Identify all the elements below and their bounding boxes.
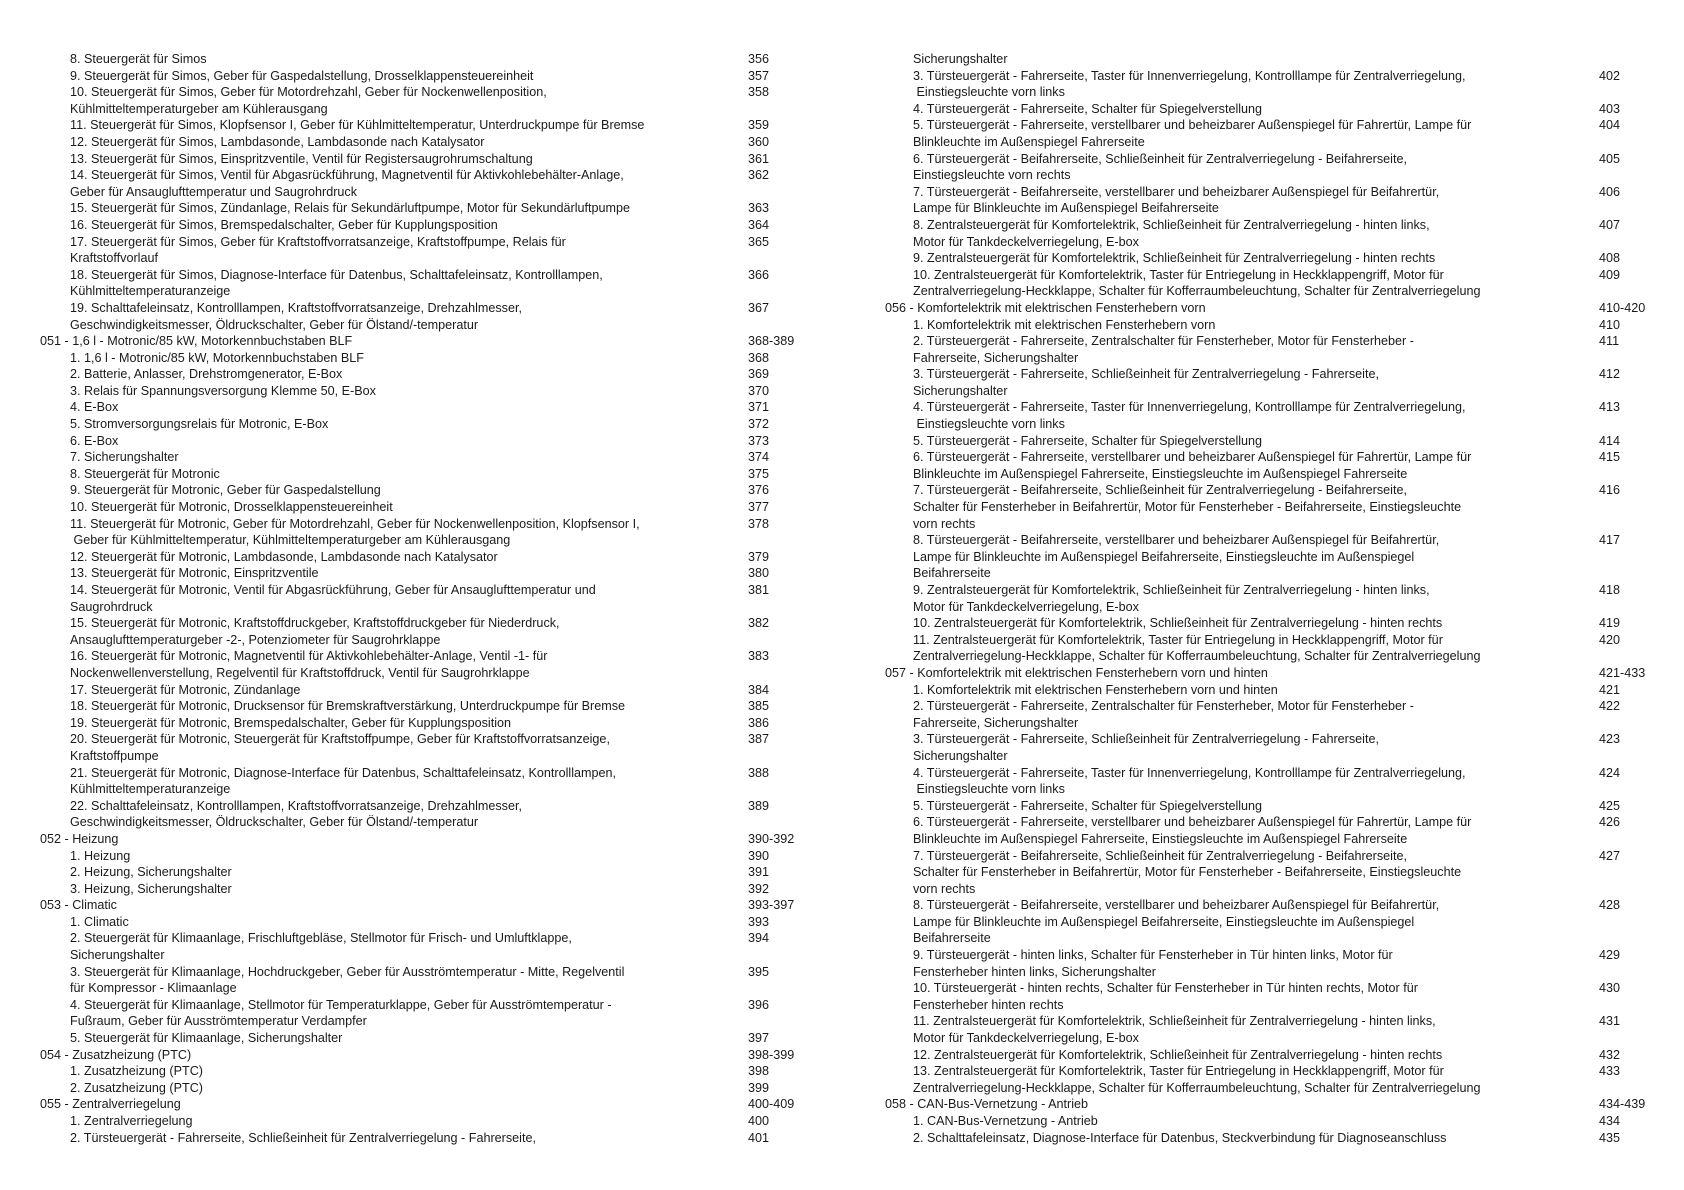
toc-entry xyxy=(880,532,1660,582)
toc-entry-title: 5. Türsteuergerät - Fahrerseite, Schalter für Spiegelverstellung xyxy=(913,798,1263,813)
toc-entry-title: 9. Zentralsteuergerät für Komfortelektrik, Schließeinheit für Zentralverriegelung - hinten rechts xyxy=(913,251,1436,266)
toc-entry-title: 9. Türsteuergerät - hinten links, Schalter für Fensterheber in Tür hinten links, Motor für Fensterheber hinten links, Sicherungshalter xyxy=(913,948,1393,979)
toc-entry xyxy=(880,1013,1660,1046)
toc-entry xyxy=(880,848,1660,898)
toc-entry xyxy=(880,582,1660,615)
toc-page-number: 358 xyxy=(748,85,770,100)
toc-page-number: 403 xyxy=(1599,101,1621,116)
toc-entry xyxy=(40,881,830,898)
toc-entry xyxy=(880,814,1660,847)
toc-entry xyxy=(40,648,830,681)
toc-entry xyxy=(880,184,1660,217)
toc-entry xyxy=(880,980,1660,1013)
toc-entry xyxy=(880,765,1660,798)
toc-page-number: 431 xyxy=(1599,1014,1621,1029)
toc-page-number: 387 xyxy=(748,732,770,747)
toc-page-number: 400 xyxy=(748,1114,770,1128)
toc-entry xyxy=(40,682,830,699)
toc-page-number: 370 xyxy=(748,383,770,398)
toc-page-number: 392 xyxy=(748,881,770,896)
toc-entry xyxy=(40,350,830,367)
toc-page-number: 413 xyxy=(1599,400,1621,415)
toc-entry-title: 6. Türsteuergerät - Fahrerseite, verstellbarer und beheizbarer Außenspiegel für Fahrertür, Lampe für Blinkleuchte im Außenspiegel Fahrerseite, Einstiegsleuchte im Außenspiegel Fahrerseite xyxy=(913,815,1472,846)
toc-page-number: 359 xyxy=(748,118,770,133)
toc-entry xyxy=(40,482,830,499)
toc-entry-title: 14. Steuergerät für Motronic, Ventil für Abgasrückführung, Geber für Ansauglufttemperatur und Saugrohrdruck xyxy=(70,583,596,614)
toc-entry xyxy=(40,565,830,582)
toc-entry-title: 051 - 1,6 l - Motronic/85 kW, Motorkennbuchstaben BLF xyxy=(40,334,353,349)
toc-entry xyxy=(40,200,830,217)
toc-entry-title: 13. Zentralsteuergerät für Komfortelektrik, Taster für Entriegelung in Heckklappengriff, Motor für Zentralverriegelung-Heckklappe, Schalter für Kofferraumbeleuchtung, Schalter für Zentralverriegelung xyxy=(913,1064,1481,1095)
toc-entry xyxy=(40,848,830,865)
toc-page-number: 379 xyxy=(748,549,770,564)
toc-entry-title: 9. Zentralsteuergerät für Komfortelektrik, Schließeinheit für Zentralverriegelung - hinten links, Motor für Tankdeckelverriegelung, E-box xyxy=(913,583,1430,614)
toc-entry xyxy=(40,399,830,416)
toc-entry xyxy=(40,366,830,383)
toc-entry xyxy=(40,930,830,963)
toc-entry xyxy=(880,267,1660,300)
toc-page-number: 399 xyxy=(748,1080,770,1095)
toc-entry-title: 12. Steuergerät für Simos, Lambdasonde, Lambdasonde nach Katalysator xyxy=(70,134,485,149)
toc-entry-title: 15. Steuergerät für Motronic, Kraftstoffdruckgeber, Kraftstoffdruckgeber für Niederdruck, Ansauglufttemperaturgeber -2-, Potenziometer für Saugrohrklappe xyxy=(70,616,560,647)
toc-entry-title: 18. Steuergerät für Motronic, Drucksensor für Bremskraftverstärkung, Unterdruckpumpe für Bremse xyxy=(70,699,626,714)
toc-entry-title: 2. Türsteuergerät - Fahrerseite, Zentralschalter für Fensterheber, Motor für Fensterheber - Fahrerseite, Sicherungshalter xyxy=(913,699,1414,730)
toc-page-number: 391 xyxy=(748,865,770,880)
toc-entry-title: 053 - Climatic xyxy=(40,898,117,913)
toc-entry-title: 1. Climatic xyxy=(70,914,129,929)
toc-page-number: 356 xyxy=(748,52,770,66)
toc-entry xyxy=(880,250,1660,267)
toc-entry-title: 11. Zentralsteuergerät für Komfortelektrik, Schließeinheit für Zentralverriegelung - hinten links, Motor für Tankdeckelverriegelung, E-box xyxy=(913,1014,1436,1046)
toc-entry xyxy=(40,466,830,483)
toc-entry xyxy=(880,117,1660,150)
toc-entry xyxy=(880,433,1660,450)
toc-entry xyxy=(880,101,1660,118)
toc-entry-title: 4. Türsteuergerät - Fahrerseite, Taster für Innenverriegelung, Kontrolllampe für Zentralverriegelung, Einstiegsleuchte vorn links xyxy=(913,765,1466,797)
toc-entry xyxy=(40,1030,830,1047)
toc-entry-title: 11. Steuergerät für Simos, Klopfsensor I, Geber für Kühlmitteltemperatur, Unterdruckpumpe für Bremse xyxy=(70,118,645,133)
toc-entry xyxy=(40,698,830,715)
toc-entry xyxy=(40,615,830,648)
toc-page-number: 394 xyxy=(748,931,770,946)
toc-page-number: 390-392 xyxy=(748,831,795,846)
toc-entry xyxy=(40,416,830,433)
toc-entry xyxy=(40,798,830,831)
toc-page-number: 407 xyxy=(1599,217,1621,232)
toc-entry-title: 8. Steuergerät für Motronic xyxy=(70,466,220,481)
toc-entry-title: 7. Türsteuergerät - Beifahrerseite, Schließeinheit für Zentralverriegelung - Beifahrerseite, Schalter für Fensterheber in Beifahrertür, Motor für Fensterheber - Beifahrerseite, Einstiegsleuchte vorn rechts xyxy=(913,848,1462,896)
toc-column-left xyxy=(40,51,830,1146)
toc-page-number: 435 xyxy=(1599,1130,1621,1145)
toc-section-heading xyxy=(40,831,830,848)
toc-entry-title: 16. Steuergerät für Simos, Bremspedalschalter, Geber für Kupplungsposition xyxy=(70,217,498,232)
toc-entry-title: 12. Zentralsteuergerät für Komfortelektrik, Schließeinheit für Zentralverriegelung - hinten rechts xyxy=(913,1047,1443,1062)
toc-entry xyxy=(40,731,830,764)
toc-entry-title: 8. Türsteuergerät - Beifahrerseite, verstellbarer und beheizbarer Außenspiegel für Beifahrertür, Lampe für Blinkleuchte im Außenspiegel Beifahrerseite, Einstiegsleuchte im Außenspiegel Beifahrerseite xyxy=(913,533,1440,581)
toc-entry xyxy=(40,134,830,151)
toc-entry xyxy=(40,449,830,466)
toc-entry xyxy=(880,731,1660,764)
toc-entry xyxy=(40,433,830,450)
toc-entry-title: 4. Türsteuergerät - Fahrerseite, Schalter für Spiegelverstellung xyxy=(913,101,1263,116)
toc-entry xyxy=(880,333,1660,366)
toc-section-heading xyxy=(40,897,830,914)
toc-page-number: 373 xyxy=(748,433,770,448)
toc-entry xyxy=(40,582,830,615)
toc-page-number: 427 xyxy=(1599,848,1621,863)
toc-entry xyxy=(40,267,830,300)
toc-page-number: 368 xyxy=(748,350,770,365)
toc-entry xyxy=(880,151,1660,184)
toc-page-number: 357 xyxy=(748,68,770,83)
toc-page-number: 397 xyxy=(748,1031,770,1046)
toc-entry xyxy=(40,765,830,798)
toc-entry-title: 8. Steuergerät für Simos xyxy=(70,52,207,66)
toc-entry-title: 3. Türsteuergerät - Fahrerseite, Schließeinheit für Zentralverriegelung - Fahrerseite, Sicherungshalter xyxy=(913,367,1379,398)
toc-page-number: 410-420 xyxy=(1599,300,1646,315)
toc-entry xyxy=(880,632,1660,665)
toc-entry-title: 3. Heizung, Sicherungshalter xyxy=(70,881,232,896)
toc-entry-title: 058 - CAN-Bus-Vernetzung - Antrieb xyxy=(885,1097,1088,1112)
toc-page-number: 390 xyxy=(748,848,770,863)
toc-entry-title: 13. Steuergerät für Motronic, Einspritzventile xyxy=(70,566,319,581)
toc-entry-title: 10. Steuergerät für Motronic, Drosselklappensteuereinheit xyxy=(70,500,393,515)
toc-entry-title: 4. Türsteuergerät - Fahrerseite, Taster für Innenverriegelung, Kontrolllampe für Zentralverriegelung, Einstiegsleuchte vorn links xyxy=(913,400,1466,432)
toc-page-number: 395 xyxy=(748,964,770,979)
toc-entry-title: 2. Heizung, Sicherungshalter xyxy=(70,865,232,880)
toc-page-number: 398 xyxy=(748,1064,770,1079)
toc-entry-title: 8. Türsteuergerät - Beifahrerseite, verstellbarer und beheizbarer Außenspiegel für Beifahrertür, Lampe für Blinkleuchte im Außenspiegel Beifahrerseite, Einstiegsleuchte im Außenspiegel Beifahrerseite xyxy=(913,898,1440,946)
toc-page-number: 393-397 xyxy=(748,898,795,913)
toc-page-number: 360 xyxy=(748,134,770,149)
toc-entry xyxy=(40,715,830,732)
toc-section-heading xyxy=(40,1096,830,1113)
toc-entry xyxy=(40,234,830,267)
toc-page-number: 363 xyxy=(748,201,770,216)
toc-page-number: 405 xyxy=(1599,151,1621,166)
toc-entry-title: 5. Türsteuergerät - Fahrerseite, Schalter für Spiegelverstellung xyxy=(913,433,1263,448)
toc-page-number: 382 xyxy=(748,616,770,631)
toc-entry xyxy=(40,499,830,516)
toc-entry-title: 056 - Komfortelektrik mit elektrischen Fensterhebern vorn xyxy=(885,300,1206,315)
toc-entry xyxy=(880,482,1660,532)
toc-page-number: 388 xyxy=(748,765,770,780)
toc-entry xyxy=(880,399,1660,432)
toc-entry xyxy=(40,383,830,400)
toc-entry-title: 6. Türsteuergerät - Beifahrerseite, Schließeinheit für Zentralverriegelung - Beifahrerseite, Einstiegsleuchte vorn rechts xyxy=(913,151,1407,183)
toc-entry-title: 5. Türsteuergerät - Fahrerseite, verstellbarer und beheizbarer Außenspiegel für Fahrertür, Lampe für Blinkleuchte im Außenspiegel Fahrerseite xyxy=(913,118,1472,149)
toc-entry xyxy=(880,317,1660,334)
toc-entry xyxy=(40,997,830,1030)
toc-page-number: 362 xyxy=(748,168,770,183)
toc-page-number: 430 xyxy=(1599,981,1621,996)
toc-section-heading xyxy=(880,300,1660,317)
toc-entry xyxy=(40,151,830,168)
toc-page-number: 412 xyxy=(1599,367,1621,382)
toc-entry-title: 6. Türsteuergerät - Fahrerseite, verstellbarer und beheizbarer Außenspiegel für Fahrertür, Lampe für Blinkleuchte im Außenspiegel Fahrerseite, Einstiegsleuchte im Außenspiegel Fahrerseite xyxy=(913,450,1472,481)
toc-page-number: 421-433 xyxy=(1599,665,1646,680)
toc-page-number: 367 xyxy=(748,300,770,315)
toc-entry xyxy=(40,117,830,134)
toc-entry-title: 17. Steuergerät für Motronic, Zündanlage xyxy=(70,682,301,697)
toc-entry-title: 2. Türsteuergerät - Fahrerseite, Schließeinheit für Zentralverriegelung - Fahrerseite, xyxy=(70,1130,536,1145)
toc-entry-title: 16. Steuergerät für Motronic, Magnetventil für Aktivkohlebehälter-Anlage, Ventil -1- für Nockenwellenverstellung, Regelventil für Kraftstoffdruck, Ventil für Saugrohrklappe xyxy=(70,649,548,680)
toc-entry-title: 054 - Zusatzheizung (PTC) xyxy=(40,1047,192,1062)
toc-entry-title: 4. E-Box xyxy=(70,400,119,415)
toc-entry-title: 20. Steuergerät für Motronic, Steuergerät für Kraftstoffpumpe, Geber für Kraftstoffvorratsanzeige, Kraftstoffpumpe xyxy=(70,732,610,763)
toc-entry xyxy=(40,1130,830,1147)
toc-page-number: 393 xyxy=(748,914,770,929)
toc-page-number: 404 xyxy=(1599,118,1621,133)
toc-entry-title: 18. Steuergerät für Simos, Diagnose-Interface für Datenbus, Schalttafeleinsatz, Kontrolllampen, Kühlmitteltemperaturanzeige xyxy=(70,267,603,299)
toc-entry xyxy=(40,1080,830,1097)
toc-entry-title: 15. Steuergerät für Simos, Zündanlage, Relais für Sekundärluftpumpe, Motor für Sekundärluftpumpe xyxy=(70,201,631,216)
toc-entry-title: 9. Steuergerät für Motronic, Geber für Gaspedalstellung xyxy=(70,483,381,498)
toc-page-number: 408 xyxy=(1599,251,1621,266)
toc-page-number: 401 xyxy=(748,1130,770,1145)
toc-entry-title: 1. Heizung xyxy=(70,848,131,863)
toc-entry-title: 10. Zentralsteuergerät für Komfortelektrik, Taster für Entriegelung in Heckklappengriff, Motor für Zentralverriegelung-Heckklappe, Schalter für Kofferraumbeleuchtung, Schalter für Zentralverriegelung xyxy=(913,267,1481,299)
toc-entry xyxy=(880,1063,1660,1096)
toc-page-number: 421 xyxy=(1599,682,1621,697)
toc-page-number: 374 xyxy=(748,450,770,465)
toc-entry-title: 7. Türsteuergerät - Beifahrerseite, verstellbarer und beheizbarer Außenspiegel für Beifahrertür, Lampe für Blinkleuchte im Außenspiegel Beifahrerseite xyxy=(913,184,1440,216)
toc-entry xyxy=(40,68,830,85)
toc-entry-title: 10. Zentralsteuergerät für Komfortelektrik, Schließeinheit für Zentralverriegelung - hinten rechts xyxy=(913,616,1443,631)
toc-page-number: 385 xyxy=(748,699,770,714)
toc-entry xyxy=(880,1047,1660,1064)
toc-entry-title: 11. Steuergerät für Motronic, Geber für Motordrehzahl, Geber für Nockenwellenposition, Klopfsensor I, Geber für Kühlmitteltemperatur, Kühlmitteltemperaturgeber am Kühlerausgang xyxy=(70,516,640,548)
toc-entry-title: 13. Steuergerät für Simos, Einspritzventile, Ventil für Registersaugrohrumschaltung xyxy=(70,151,533,166)
toc-entry xyxy=(40,1063,830,1080)
toc-entry-title: 1. 1,6 l - Motronic/85 kW, Motorkennbuchstaben BLF xyxy=(70,350,364,365)
toc-entry xyxy=(880,947,1660,980)
toc-entry-title: 2. Zusatzheizung (PTC) xyxy=(70,1080,203,1095)
toc-entry-title: 2. Schalttafeleinsatz, Diagnose-Interface für Datenbus, Steckverbindung für Diagnoseanschluss xyxy=(913,1130,1447,1145)
toc-entry-title: 5. Steuergerät für Klimaanlage, Sicherungshalter xyxy=(70,1031,343,1046)
toc-entry xyxy=(880,897,1660,947)
toc-page-number: 361 xyxy=(748,151,770,166)
toc-entry-title: 11. Zentralsteuergerät für Komfortelektrik, Taster für Entriegelung in Heckklappengriff, Motor für Zentralverriegelung-Heckklappe, Schalter für Kofferraumbeleuchtung, Schalter für Zentralverriegelung xyxy=(913,632,1481,664)
toc-page-number: 366 xyxy=(748,267,770,282)
toc-page-number: 371 xyxy=(748,400,770,415)
toc-entry xyxy=(880,217,1660,250)
toc-entry-title: 6. E-Box xyxy=(70,433,119,448)
toc-page-number: 416 xyxy=(1599,483,1621,498)
toc-entry-title: 8. Zentralsteuergerät für Komfortelektrik, Schließeinheit für Zentralverriegelung - hinten links, Motor für Tankdeckelverriegelung, E-box xyxy=(913,217,1430,249)
toc-entry xyxy=(40,217,830,234)
toc-entry xyxy=(40,51,830,68)
toc-page-number: 364 xyxy=(748,217,770,232)
toc-page-number: 420 xyxy=(1599,632,1621,647)
toc-entry-title: 19. Schalttafeleinsatz, Kontrolllampen, Kraftstoffvorratsanzeige, Drehzahlmesser, Geschwindigkeitsmesser, Öldruckschalter, Geber für Ölstand/-temperatur xyxy=(70,300,522,332)
toc-entry-title: 7. Türsteuergerät - Beifahrerseite, Schließeinheit für Zentralverriegelung - Beifahrerseite, Schalter für Fensterheber in Beifahrertür, Motor für Fensterheber - Beifahrerseite, Einstiegsleuchte vorn rechts xyxy=(913,483,1462,531)
toc-page-number: 398-399 xyxy=(748,1047,795,1062)
toc-page-number: 386 xyxy=(748,715,770,730)
toc-page-number: 415 xyxy=(1599,450,1621,465)
toc-entry xyxy=(880,798,1660,815)
toc-page-number: 424 xyxy=(1599,765,1621,780)
toc-entry-title: 2. Steuergerät für Klimaanlage, Frischluftgebläse, Stellmotor für Frisch- und Umluftklappe, Sicherungshalter xyxy=(70,931,572,963)
toc-entry xyxy=(40,549,830,566)
toc-entry-title: 10. Steuergerät für Simos, Geber für Motordrehzahl, Geber für Nockenwellenposition, Kühlmitteltemperaturgeber am Kühlerausgang xyxy=(70,85,547,116)
toc-entry xyxy=(40,864,830,881)
toc-page-number: 422 xyxy=(1599,699,1621,714)
toc-entry xyxy=(40,964,830,997)
toc-entry xyxy=(40,84,830,117)
toc-entry-title: 3. Türsteuergerät - Fahrerseite, Taster für Innenverriegelung, Kontrolllampe für Zentralverriegelung, Einstiegsleuchte vorn links xyxy=(913,68,1466,100)
toc-entry xyxy=(880,449,1660,482)
toc-entry xyxy=(880,682,1660,699)
toc-entry-title: 2. Türsteuergerät - Fahrerseite, Zentralschalter für Fensterheber, Motor für Fensterheber - Fahrerseite, Sicherungshalter xyxy=(913,334,1414,365)
toc-page-number: 402 xyxy=(1599,68,1621,83)
toc-entry xyxy=(880,68,1660,101)
toc-entry-title: 12. Steuergerät für Motronic, Lambdasonde, Lambdasonde nach Katalysator xyxy=(70,549,498,564)
toc-page-number: 368-389 xyxy=(748,334,795,349)
toc-entry-title: 19. Steuergerät für Motronic, Bremspedalschalter, Geber für Kupplungsposition xyxy=(70,715,512,730)
toc-entry xyxy=(880,1130,1660,1147)
toc-entry-title: 4. Steuergerät für Klimaanlage, Stellmotor für Temperaturklappe, Geber für Ausströmtemperatur - Fußraum, Geber für Ausströmtemperatur Verdampfer xyxy=(70,997,612,1029)
toc-page-number: 423 xyxy=(1599,732,1621,747)
toc-entry-title: 14. Steuergerät für Simos, Ventil für Abgasrückführung, Magnetventil für Aktivkohlebehälter-Anlage, Geber für Ansauglufttemperatur und Saugrohrdruck xyxy=(70,168,624,199)
toc-page-number: 365 xyxy=(748,234,770,249)
toc-page-number: 409 xyxy=(1599,267,1621,282)
toc-entry-title: 057 - Komfortelektrik mit elektrischen Fensterhebern vorn und hinten xyxy=(885,665,1268,680)
toc-page-number: 418 xyxy=(1599,583,1621,597)
toc-entry-title: 5. Stromversorgungsrelais für Motronic, E-Box xyxy=(70,417,329,432)
toc-entry xyxy=(40,1113,830,1130)
toc-page-number: 406 xyxy=(1599,184,1621,199)
toc-entry-title: 9. Steuergerät für Simos, Geber für Gaspedalstellung, Drosselklappensteuereinheit xyxy=(70,68,534,83)
toc-entry xyxy=(40,300,830,333)
toc-entry-title: 1. Komfortelektrik mit elektrischen Fensterhebern vorn und hinten xyxy=(913,682,1278,697)
toc-entry-title: 17. Steuergerät für Simos, Geber für Kraftstoffvorratsanzeige, Kraftstoffpumpe, Relais für Kraftstoffvorlauf xyxy=(70,234,566,266)
toc-entry-title: 3. Steuergerät für Klimaanlage, Hochdruckgeber, Geber für Ausströmtemperatur - Mitte, Regelventil für Kompressor - Klimaanlage xyxy=(70,964,625,996)
toc-entry xyxy=(40,167,830,200)
toc-entry-title: 10. Türsteuergerät - hinten rechts, Schalter für Fensterheber in Tür hinten rechts, Motor für Fensterheber hinten rechts xyxy=(913,981,1418,1012)
toc-entry-title: 3. Relais für Spannungsversorgung Klemme 50, E-Box xyxy=(70,383,376,398)
toc-section-heading xyxy=(880,1096,1660,1113)
toc-page-number: 410 xyxy=(1599,317,1621,332)
toc-page-number: 434 xyxy=(1599,1114,1621,1128)
toc-page-number: 396 xyxy=(748,997,770,1012)
toc-page-number: 428 xyxy=(1599,898,1621,913)
toc-page-number: 377 xyxy=(748,500,770,515)
toc-page-number: 380 xyxy=(748,566,770,581)
toc-column-right xyxy=(880,51,1660,1146)
toc-page-number: 433 xyxy=(1599,1064,1621,1079)
toc-entry-title: 3. Türsteuergerät - Fahrerseite, Schließeinheit für Zentralverriegelung - Fahrerseite, Sicherungshalter xyxy=(913,732,1379,763)
toc-page-number: 411 xyxy=(1599,334,1620,349)
toc-entry-title: 21. Steuergerät für Motronic, Diagnose-Interface für Datenbus, Schalttafeleinsatz, Kontrolllampen, Kühlmitteltemperaturanzeige xyxy=(70,765,617,797)
toc-entry-title: 1. Zusatzheizung (PTC) xyxy=(70,1064,203,1079)
toc-page-number: 389 xyxy=(748,798,770,813)
toc-page-number: 400-409 xyxy=(748,1097,795,1112)
toc-page-number: 375 xyxy=(748,466,770,481)
toc-section-heading xyxy=(40,333,830,350)
toc-page-number: 429 xyxy=(1599,948,1621,963)
toc-page-number: 432 xyxy=(1599,1047,1621,1062)
toc-page-number: 426 xyxy=(1599,815,1621,830)
toc-entry-title: 052 - Heizung xyxy=(40,831,119,846)
toc-entry-title: 22. Schalttafeleinsatz, Kontrolllampen, Kraftstoffvorratsanzeige, Drehzahlmesser, Geschwindigkeitsmesser, Öldruckschalter, Geber für Ölstand/-temperatur xyxy=(70,798,522,830)
toc-page-number: 425 xyxy=(1599,798,1621,813)
toc-page-number: 378 xyxy=(748,516,770,531)
toc-entry-title: 7. Sicherungshalter xyxy=(70,450,179,465)
toc-page-number: 414 xyxy=(1599,433,1621,448)
toc-page-number: 417 xyxy=(1599,533,1621,548)
toc-section-heading xyxy=(880,665,1660,682)
toc-entry xyxy=(40,516,830,549)
toc-section-heading xyxy=(40,1047,830,1064)
toc-page-number: 384 xyxy=(748,682,770,697)
toc-page-number: 381 xyxy=(748,583,770,597)
toc-page-number: 383 xyxy=(748,649,770,664)
toc-entry xyxy=(880,51,1660,68)
toc-entry-title: 1. Zentralverriegelung xyxy=(70,1114,193,1128)
toc-entry-title: 1. CAN-Bus-Vernetzung - Antrieb xyxy=(913,1114,1098,1128)
toc-page-number: 376 xyxy=(748,483,770,498)
toc-entry-title: 1. Komfortelektrik mit elektrischen Fensterhebern vorn xyxy=(913,317,1216,332)
toc-entry-title: Sicherungshalter xyxy=(913,52,1008,66)
toc-entry xyxy=(40,914,830,931)
toc-entry-title: 2. Batterie, Anlasser, Drehstromgenerator, E-Box xyxy=(70,367,343,382)
toc-page-number: 434-439 xyxy=(1599,1097,1646,1112)
toc-entry xyxy=(880,1113,1660,1130)
toc-entry xyxy=(880,698,1660,731)
toc-entry xyxy=(880,615,1660,632)
toc-page-number: 372 xyxy=(748,417,770,432)
toc-page-number: 369 xyxy=(748,367,770,382)
toc-page-number: 419 xyxy=(1599,616,1621,631)
toc-entry-title: 055 - Zentralverriegelung xyxy=(40,1097,181,1112)
toc-entry xyxy=(880,366,1660,399)
